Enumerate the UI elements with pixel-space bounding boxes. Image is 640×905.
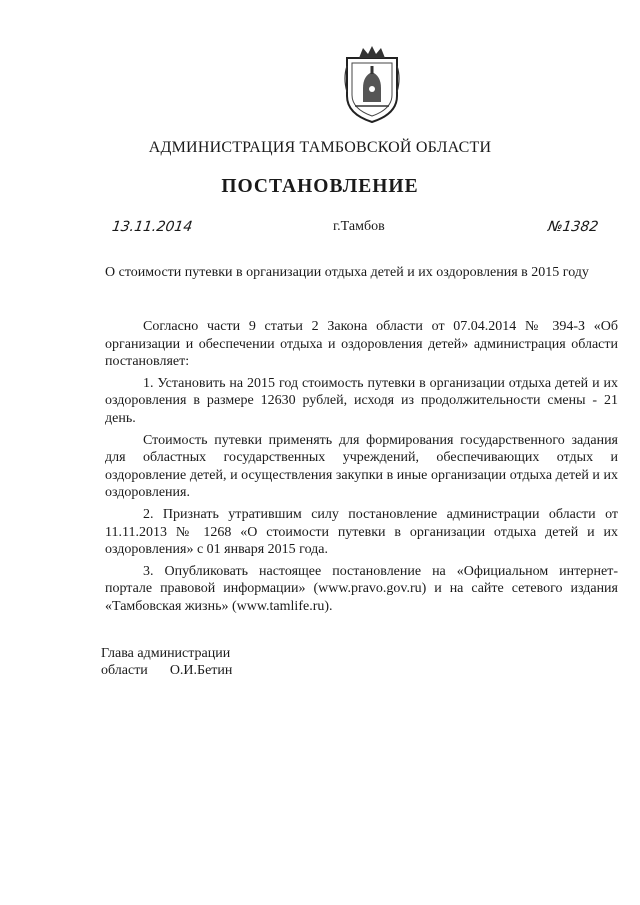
organization-name: АДМИНИСТРАЦИЯ ТАМБОВСКОЙ ОБЛАСТИ — [148, 139, 492, 156]
intro-paragraph: Согласно части 9 статьи 2 Закона области от 07.04.2014 № 394-З «Об организации и обеспечении отдыха и оздоровления детей» администрация области постановляет: — [105, 319, 618, 370]
signature-block — [101, 645, 232, 679]
item-2-paragraph: 2. Признать утратившим силу постановление администрации области от 11.11.2013 № 1268 «О стоимости путевки в организации отдыха детей и их оздоровления» с 01 января 2015 года. — [105, 506, 618, 558]
document-date: 13.11.2014 — [110, 219, 194, 235]
document-type-title: ПОСТАНОВЛЕНИЕ — [221, 176, 419, 197]
document-city: г.Тамбов — [333, 219, 385, 234]
document-number: №1382 — [546, 219, 600, 235]
document-subject: О стоимости путевки в организации отдыха детей и их оздоровления в 2015 году — [105, 265, 589, 280]
signatory-name: О.И.Бетин — [169, 663, 233, 678]
item-1-paragraph: 1. Установить на 2015 год стоимость путевки в организации отдыха детей и их оздоровления в размере 12630 рублей, исходя из продолжительности смены - 21 день. — [105, 375, 618, 426]
document-body — [105, 318, 618, 620]
signatory-title-continued: области — [101, 663, 148, 678]
signatory-title: Глава администрации — [101, 646, 231, 661]
item-1-note-paragraph: Стоимость путевки применять для формирования государственного задания для областных государственных учреждений, обеспечивающих отдых и оздоровление детей, и осуществления закупки в иные организации отдыха детей и их оздоровления. — [105, 432, 618, 501]
coat-of-arms-emblem — [341, 44, 403, 124]
item-3-paragraph: 3. Опубликовать настоящее постановление на «Официальном интернет-портале правовой информации» (www.pravo.gov.ru) и на сайте сетевого издания «Тамбовская жизнь» (www.tamlife.ru). — [105, 563, 618, 614]
